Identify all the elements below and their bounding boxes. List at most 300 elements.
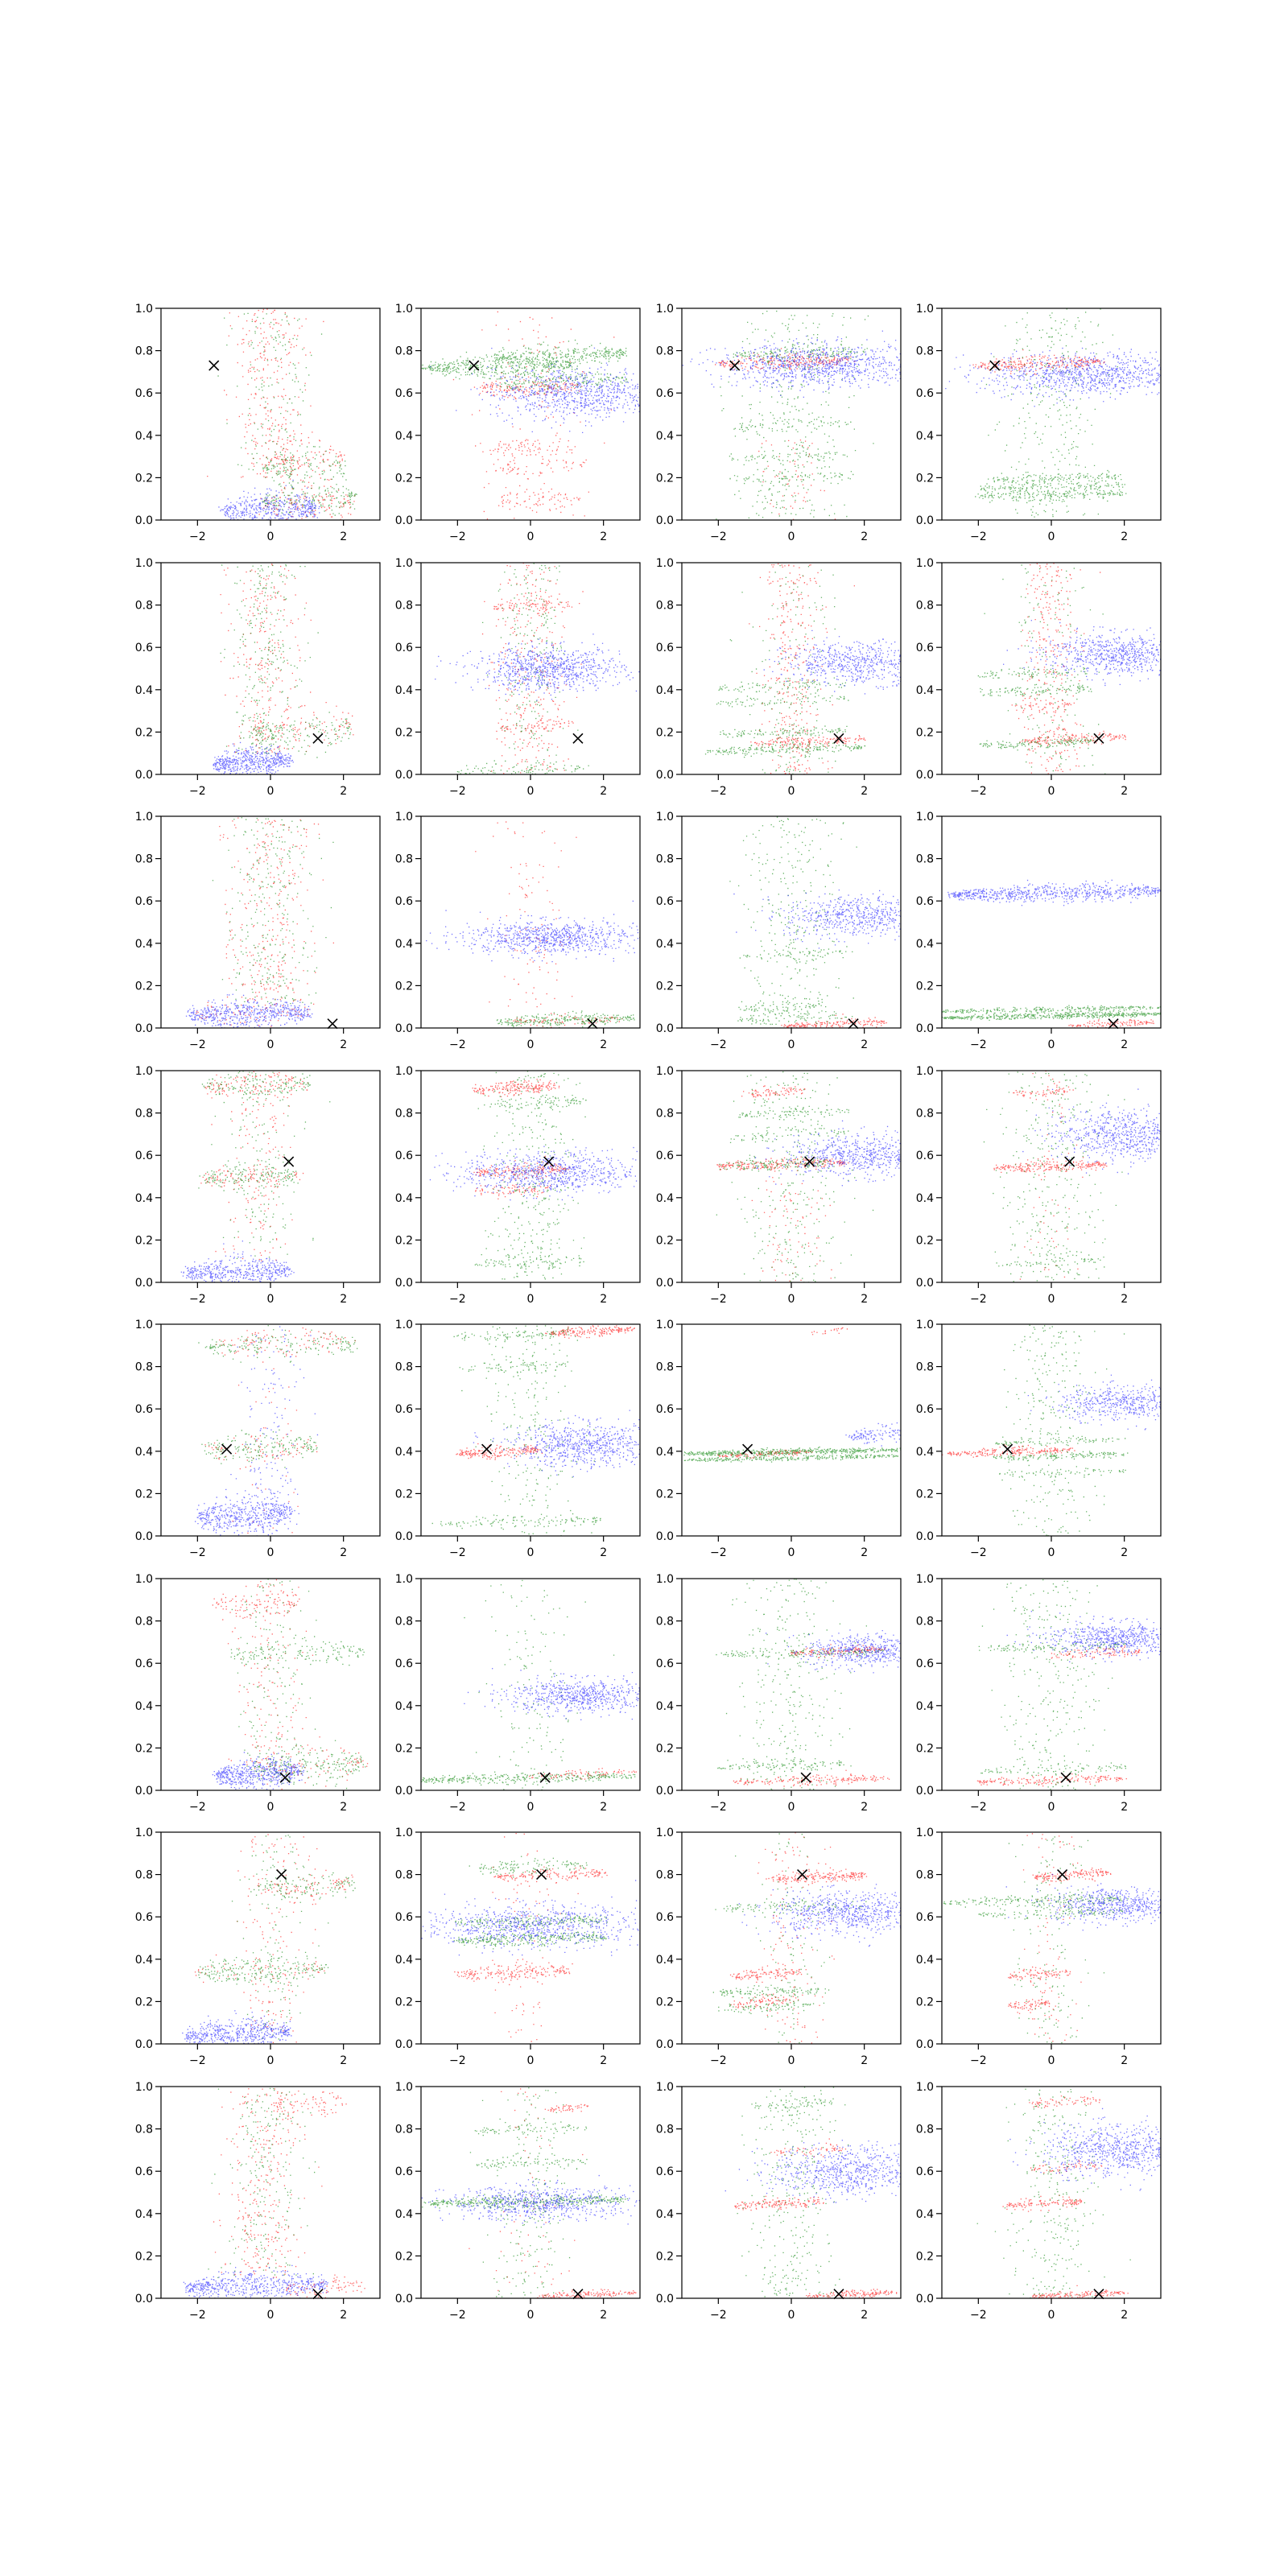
x-tick-label: 0 <box>1047 2054 1055 2067</box>
y-tick-label: 1.0 <box>394 303 413 316</box>
x-tick-label: 0 <box>1047 1038 1055 1051</box>
axes-frame <box>421 2087 640 2298</box>
axes-frame <box>942 816 1161 1028</box>
scatter-series-green <box>422 2087 628 2298</box>
x-tick-label: −2 <box>189 530 206 543</box>
x-tick-label: 2 <box>340 1038 348 1051</box>
scatter-series-blue <box>464 1668 641 1720</box>
y-tick-label: 1.0 <box>134 811 153 824</box>
x-marker <box>540 1773 550 1782</box>
x-tick-label: 0 <box>1047 1293 1055 1306</box>
axes-frame <box>421 1071 640 1282</box>
x-tick-label: 0 <box>1047 530 1055 543</box>
y-tick-label: 0.4 <box>655 1699 674 1713</box>
x-tick-label: −2 <box>449 1801 466 1814</box>
scatter-series-blue <box>422 2175 640 2227</box>
x-tick-label: 2 <box>340 1546 348 1559</box>
x-marker <box>209 361 219 370</box>
x-tick-label: 0 <box>266 1293 275 1306</box>
y-tick-label: 0.2 <box>134 1742 153 1756</box>
scatter-series-red <box>749 564 865 775</box>
axes-frame <box>421 308 640 520</box>
y-tick-label: 0.6 <box>915 2165 934 2179</box>
y-tick-label: 0.6 <box>655 387 674 401</box>
y-tick-label: 0.6 <box>655 1657 674 1671</box>
y-tick-label: 1.0 <box>915 1319 934 1331</box>
y-tick-label: 0.4 <box>915 683 934 697</box>
x-tick-label: 2 <box>861 1546 869 1559</box>
scatter-series-blue <box>766 1629 902 1673</box>
axes-frame <box>161 2087 380 2298</box>
subplot-r6-c3 <box>656 1573 902 1814</box>
y-tick-label: 1.0 <box>655 811 674 824</box>
scatter-series-green <box>221 564 352 765</box>
x-tick-label: 2 <box>861 530 869 543</box>
y-tick-label: 0.4 <box>394 683 413 697</box>
subplot-r5-c2 <box>395 1319 641 1559</box>
y-tick-label: 0.8 <box>915 2123 934 2136</box>
x-tick-label: −2 <box>449 2309 466 2322</box>
scatter-series-blue <box>213 742 294 775</box>
x-tick-label: −2 <box>449 785 466 798</box>
axes-frame <box>682 2087 901 2298</box>
y-tick-label: 0.6 <box>915 642 934 655</box>
y-tick-label: 0.0 <box>655 1530 674 1543</box>
y-tick-label: 0.4 <box>655 937 674 951</box>
y-tick-label: 0.6 <box>134 1403 153 1417</box>
y-tick-label: 0.6 <box>915 387 934 401</box>
x-tick-label: 2 <box>1121 530 1129 543</box>
axes-frame <box>942 563 1161 774</box>
x-tick-label: 2 <box>340 785 348 798</box>
y-tick-label: 0.8 <box>915 599 934 613</box>
scatter-series-green <box>984 1071 1125 1282</box>
y-tick-label: 1.0 <box>915 557 934 570</box>
x-tick-label: −2 <box>710 1038 727 1051</box>
axes-frame <box>161 816 380 1028</box>
scatter-series-red <box>213 1579 368 1790</box>
subplot-r2-c3 <box>656 557 902 798</box>
y-tick-label: 0.2 <box>394 1742 413 1756</box>
y-tick-label: 0.4 <box>915 1445 934 1459</box>
y-tick-label: 0.2 <box>394 2250 413 2264</box>
scatter-series-blue <box>845 1422 901 1447</box>
y-tick-label: 0.8 <box>134 1360 153 1374</box>
x-tick-label: 0 <box>266 1038 275 1051</box>
scatter-series-green <box>198 1325 357 1468</box>
x-tick-label: 2 <box>861 1801 869 1814</box>
scatter-series-blue <box>195 1327 318 1537</box>
x-tick-label: 0 <box>1047 1546 1055 1559</box>
scatter-series-green <box>432 1325 601 1537</box>
y-tick-label: 0.2 <box>655 1488 674 1501</box>
y-tick-label: 0.2 <box>134 472 153 485</box>
y-tick-label: 0.2 <box>915 472 934 485</box>
x-marker <box>537 1870 547 1880</box>
y-tick-label: 0.0 <box>134 1530 153 1543</box>
x-marker <box>1108 1019 1118 1029</box>
subplot-r1-c3 <box>656 303 902 543</box>
y-tick-label: 0.0 <box>134 514 153 527</box>
scatter-series-blue <box>945 348 1162 407</box>
subplot-r1-c1 <box>135 303 380 543</box>
axes-frame <box>682 308 901 520</box>
y-tick-label: 0.4 <box>915 937 934 951</box>
y-tick-label: 0.8 <box>655 852 674 866</box>
scatter-series-green <box>713 1833 867 2045</box>
y-tick-label: 0.2 <box>915 1488 934 1501</box>
x-tick-label: 0 <box>787 785 795 798</box>
scatter-series-green <box>977 2089 1131 2299</box>
y-tick-label: 0.2 <box>134 980 153 993</box>
y-tick-label: 0.4 <box>134 1699 153 1713</box>
y-tick-label: 0.0 <box>134 1022 153 1035</box>
y-tick-label: 0.2 <box>394 726 413 740</box>
y-tick-label: 1.0 <box>655 1827 674 1839</box>
y-tick-label: 0.6 <box>394 895 413 909</box>
y-tick-label: 0.8 <box>915 1107 934 1121</box>
y-tick-label: 0.2 <box>134 2250 153 2264</box>
scatter-series-green <box>231 1579 366 1789</box>
y-tick-label: 0.6 <box>915 1657 934 1671</box>
scatter-series-green <box>208 2088 316 2278</box>
y-tick-label: 1.0 <box>915 1827 934 1839</box>
x-tick-label: −2 <box>710 530 727 543</box>
x-tick-label: 0 <box>266 785 275 798</box>
x-marker <box>284 1157 294 1166</box>
y-tick-label: 0.0 <box>655 1785 674 1798</box>
y-tick-label: 1.0 <box>134 1319 153 1331</box>
y-tick-label: 1.0 <box>394 1827 413 1839</box>
x-tick-label: −2 <box>970 1546 987 1559</box>
x-tick-label: 2 <box>600 530 608 543</box>
y-tick-label: 0.4 <box>134 1191 153 1205</box>
x-tick-label: −2 <box>970 2309 987 2322</box>
scatter-series-blue <box>181 1241 295 1283</box>
x-tick-label: 0 <box>266 2054 275 2067</box>
y-tick-label: 0.0 <box>655 1022 674 1035</box>
y-tick-label: 0.0 <box>655 2038 674 2051</box>
x-tick-label: −2 <box>970 785 987 798</box>
x-tick-label: −2 <box>710 1801 727 1814</box>
scatter-series-blue <box>733 890 902 949</box>
y-tick-label: 0.0 <box>394 2293 413 2306</box>
y-tick-label: 0.2 <box>655 1234 674 1248</box>
y-tick-label: 1.0 <box>394 811 413 824</box>
y-tick-label: 1.0 <box>134 1827 153 1839</box>
scatter-series-blue <box>1028 1375 1162 1430</box>
y-tick-label: 0.6 <box>915 1403 934 1417</box>
scatter-series-blue <box>755 1121 902 1187</box>
y-tick-label: 0.0 <box>134 2293 153 2306</box>
y-tick-label: 0.2 <box>655 472 674 485</box>
y-tick-label: 0.2 <box>134 1996 153 2009</box>
y-tick-label: 1.0 <box>655 2081 674 2094</box>
y-tick-label: 0.0 <box>655 2293 674 2306</box>
axes-frame <box>682 1324 901 1536</box>
x-tick-label: 2 <box>600 2309 608 2322</box>
x-tick-label: 2 <box>1121 1546 1129 1559</box>
axes-frame <box>161 308 380 520</box>
subplot-r4-c4 <box>916 1065 1162 1306</box>
y-tick-label: 0.2 <box>394 1488 413 1501</box>
y-tick-label: 0.2 <box>915 726 934 740</box>
y-tick-label: 0.0 <box>915 1785 934 1798</box>
y-tick-label: 0.4 <box>394 429 413 443</box>
y-tick-label: 0.4 <box>915 1953 934 1967</box>
y-tick-label: 0.2 <box>394 980 413 993</box>
y-tick-label: 0.6 <box>134 642 153 655</box>
y-tick-label: 1.0 <box>134 1573 153 1586</box>
scatter-series-red <box>717 1327 848 1459</box>
x-marker <box>313 733 323 743</box>
y-tick-label: 0.8 <box>915 1615 934 1629</box>
scatter-series-blue <box>430 348 641 433</box>
x-tick-label: 0 <box>1047 2309 1055 2322</box>
y-tick-label: 0.6 <box>134 2165 153 2179</box>
y-tick-label: 0.0 <box>394 1785 413 1798</box>
scatter-series-red <box>196 818 334 1029</box>
subplot-r6-c1 <box>135 1573 380 1814</box>
x-tick-label: −2 <box>189 1038 206 1051</box>
subplot-r2-c4 <box>916 557 1162 798</box>
y-tick-label: 0.8 <box>134 1615 153 1629</box>
y-tick-label: 0.6 <box>655 1403 674 1417</box>
x-tick-label: 0 <box>266 2309 275 2322</box>
y-tick-label: 0.8 <box>134 1107 153 1121</box>
x-tick-label: 2 <box>600 1546 608 1559</box>
scatter-series-green <box>943 1836 1129 2045</box>
subplot-r7-c3 <box>656 1827 902 2067</box>
y-tick-label: 0.4 <box>134 683 153 697</box>
y-tick-label: 0.2 <box>915 980 934 993</box>
subplot-r3-c3 <box>656 811 902 1051</box>
x-marker <box>588 1019 597 1029</box>
y-tick-label: 0.4 <box>655 683 674 697</box>
y-tick-label: 0.4 <box>394 1699 413 1713</box>
x-tick-label: 0 <box>1047 785 1055 798</box>
y-tick-label: 0.2 <box>655 1996 674 2009</box>
subplot-r5-c4 <box>916 1319 1162 1559</box>
subplot-r6-c4 <box>916 1573 1162 1814</box>
subplot-r2-c2 <box>395 557 640 798</box>
subplot-r8-c4 <box>916 2081 1162 2322</box>
x-marker <box>573 2289 583 2299</box>
x-tick-label: −2 <box>710 2054 727 2067</box>
subplot-r1-c2 <box>395 303 641 543</box>
y-tick-label: 0.4 <box>134 2207 153 2221</box>
x-tick-label: 0 <box>787 1801 795 1814</box>
axes-frame <box>682 1071 901 1282</box>
x-tick-label: 2 <box>340 1293 348 1306</box>
y-tick-label: 0.2 <box>915 1234 934 1248</box>
scatter-series-blue <box>426 901 641 963</box>
scatter-series-red <box>469 2088 636 2299</box>
x-tick-label: 2 <box>1121 1293 1129 1306</box>
x-tick-label: −2 <box>189 1293 206 1306</box>
y-tick-label: 0.0 <box>134 1277 153 1290</box>
y-tick-label: 0.4 <box>655 2207 674 2221</box>
scatter-series-red <box>781 1013 887 1029</box>
subplot-r8-c3 <box>656 2081 902 2322</box>
y-tick-label: 0.6 <box>655 1911 674 1925</box>
scatter-series-green <box>716 1071 874 1283</box>
y-tick-label: 0.6 <box>134 895 153 909</box>
x-tick-label: 0 <box>526 2054 535 2067</box>
x-marker <box>573 733 583 743</box>
scatter-series-red <box>200 1071 308 1261</box>
y-tick-label: 0.8 <box>394 1868 413 1882</box>
x-tick-label: 0 <box>526 1801 535 1814</box>
x-tick-label: 2 <box>340 530 348 543</box>
scatter-series-green <box>217 313 357 521</box>
y-tick-label: 0.8 <box>655 1868 674 1882</box>
y-tick-label: 0.4 <box>134 937 153 951</box>
y-tick-label: 0.0 <box>915 1277 934 1290</box>
y-tick-label: 0.8 <box>915 852 934 866</box>
y-tick-label: 0.4 <box>394 1445 413 1459</box>
y-tick-label: 0.6 <box>655 895 674 909</box>
x-tick-label: −2 <box>189 1546 206 1559</box>
y-tick-label: 0.6 <box>134 1911 153 1925</box>
x-tick-label: 0 <box>526 2309 535 2322</box>
x-marker <box>1061 1773 1071 1782</box>
y-tick-label: 0.2 <box>915 2250 934 2264</box>
subplot-r3-c2 <box>395 811 641 1051</box>
y-tick-label: 0.4 <box>655 1445 674 1459</box>
subplot-r8-c2 <box>395 2081 640 2322</box>
y-tick-label: 0.4 <box>915 429 934 443</box>
y-tick-label: 0.8 <box>394 1615 413 1629</box>
y-tick-label: 0.4 <box>915 1191 934 1205</box>
scatter-series-green <box>422 340 628 394</box>
y-tick-label: 1.0 <box>394 1065 413 1078</box>
y-tick-label: 1.0 <box>134 2081 153 2094</box>
y-tick-label: 0.2 <box>134 1488 153 1501</box>
x-tick-label: 2 <box>861 1293 869 1306</box>
y-tick-label: 0.0 <box>394 1022 413 1035</box>
y-tick-label: 0.8 <box>655 1360 674 1374</box>
y-tick-label: 0.8 <box>915 1360 934 1374</box>
subplot-r4-c2 <box>395 1065 640 1306</box>
y-tick-label: 0.4 <box>394 1191 413 1205</box>
y-tick-label: 0.8 <box>394 1360 413 1374</box>
y-tick-label: 0.8 <box>134 852 153 866</box>
y-tick-label: 0.6 <box>394 1657 413 1671</box>
x-tick-label: 2 <box>600 2054 608 2067</box>
x-tick-label: 2 <box>600 1801 608 1814</box>
y-tick-label: 1.0 <box>394 557 413 570</box>
subplot-r6-c2 <box>395 1573 642 1814</box>
axes-frame <box>942 1832 1161 2044</box>
y-tick-label: 0.4 <box>915 2207 934 2221</box>
subplot-r1-c4 <box>916 303 1162 543</box>
x-tick-label: 0 <box>266 1801 275 1814</box>
x-tick-label: 2 <box>1121 2309 1129 2322</box>
scatter-series-blue <box>1009 2108 1162 2191</box>
y-tick-label: 0.0 <box>915 2293 934 2306</box>
x-tick-label: 0 <box>787 1038 795 1051</box>
y-tick-label: 0.0 <box>915 1022 934 1035</box>
y-tick-label: 1.0 <box>915 303 934 316</box>
x-tick-label: −2 <box>970 2054 987 2067</box>
scatter-series-blue <box>213 1752 304 1790</box>
y-tick-label: 0.0 <box>915 2038 934 2051</box>
y-tick-label: 0.8 <box>655 1615 674 1629</box>
subplot-r5-c3 <box>656 1319 902 1559</box>
x-tick-label: −2 <box>710 2309 727 2322</box>
x-tick-label: −2 <box>189 2054 206 2067</box>
scatter-series-blue <box>947 880 1162 906</box>
y-tick-label: 0.2 <box>915 1742 934 1756</box>
y-tick-label: 0.8 <box>394 1107 413 1121</box>
y-tick-label: 0.2 <box>394 472 413 485</box>
y-tick-label: 0.6 <box>394 1403 413 1417</box>
axes-frame <box>682 563 901 774</box>
y-tick-label: 0.6 <box>134 1657 153 1671</box>
subplot-r3-c4 <box>916 811 1162 1051</box>
y-tick-label: 0.2 <box>915 1996 934 2009</box>
y-tick-label: 0.0 <box>394 514 413 527</box>
x-marker <box>277 1870 287 1880</box>
y-tick-label: 1.0 <box>915 1573 934 1586</box>
y-tick-label: 1.0 <box>655 1065 674 1078</box>
x-tick-label: 0 <box>787 2054 795 2067</box>
y-tick-label: 0.8 <box>915 1868 934 1882</box>
scatter-series-red <box>195 1834 353 2043</box>
axes-frame <box>161 1071 380 1282</box>
x-tick-label: 2 <box>861 2054 869 2067</box>
y-tick-label: 0.8 <box>134 599 153 613</box>
scatter-series-blue <box>182 2010 291 2045</box>
x-tick-label: −2 <box>449 530 466 543</box>
y-tick-label: 0.0 <box>134 1785 153 1798</box>
y-tick-label: 0.2 <box>394 1996 413 2009</box>
axes-frame <box>942 1071 1161 1282</box>
subplot-r3-c1 <box>135 811 380 1051</box>
x-tick-label: 0 <box>787 1293 795 1306</box>
x-tick-label: −2 <box>710 785 727 798</box>
scatter-series-green <box>716 311 873 521</box>
subplot-r7-c2 <box>395 1827 641 2067</box>
x-tick-label: −2 <box>189 1801 206 1814</box>
y-tick-label: 0.6 <box>915 895 934 909</box>
scatter-series-red <box>221 564 354 754</box>
y-tick-label: 0.0 <box>394 1530 413 1543</box>
y-tick-label: 0.4 <box>655 429 674 443</box>
y-tick-label: 1.0 <box>655 303 674 316</box>
y-tick-label: 0.4 <box>134 429 153 443</box>
subplot-r2-c1 <box>135 557 380 798</box>
x-tick-label: 0 <box>526 1038 535 1051</box>
y-tick-label: 0.4 <box>134 1445 153 1459</box>
scatter-series-green <box>993 1325 1129 1537</box>
y-tick-label: 0.0 <box>915 1530 934 1543</box>
axes-frame <box>682 1579 901 1790</box>
y-tick-label: 0.4 <box>394 937 413 951</box>
x-tick-label: 2 <box>1121 2054 1129 2067</box>
y-tick-label: 0.0 <box>655 514 674 527</box>
y-tick-label: 0.8 <box>394 2123 413 2136</box>
y-tick-label: 0.6 <box>394 1911 413 1925</box>
x-tick-label: 0 <box>526 1293 535 1306</box>
axes-frame <box>161 563 380 774</box>
y-tick-label: 1.0 <box>394 1319 413 1331</box>
scatter-series-blue <box>435 634 640 700</box>
scatter-series-green <box>497 1010 635 1028</box>
axes-frame <box>421 1579 640 1790</box>
y-tick-label: 0.0 <box>394 1277 413 1290</box>
